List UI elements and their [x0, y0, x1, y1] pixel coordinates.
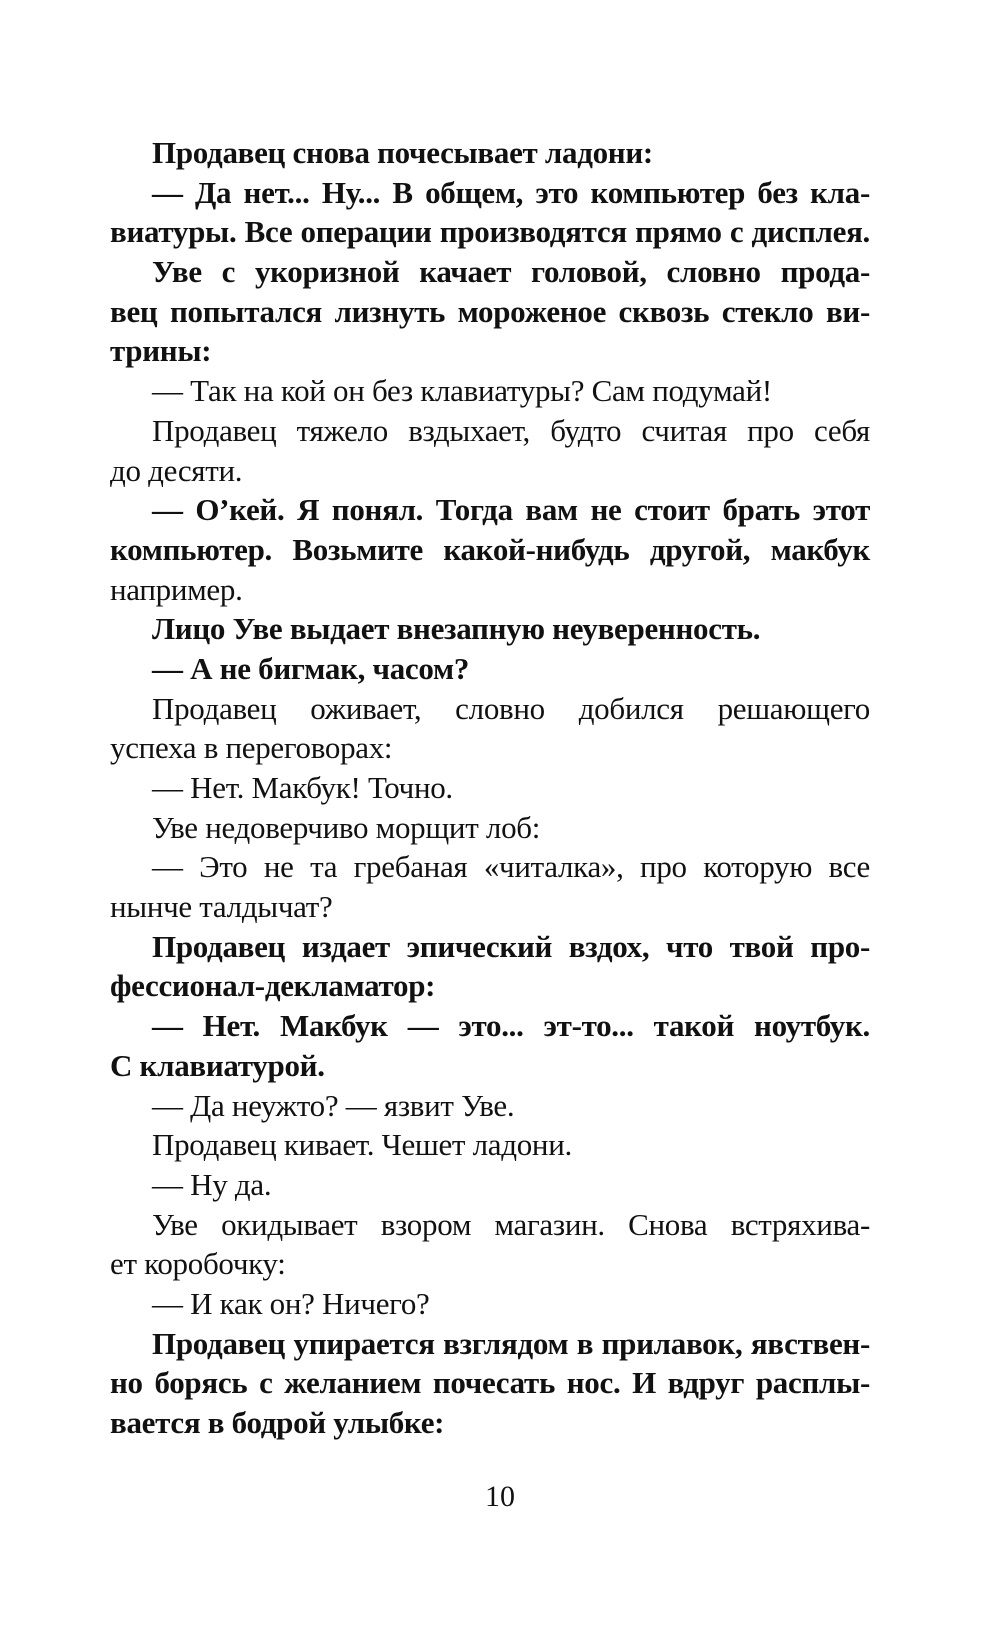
page-number: 10 — [485, 1480, 515, 1513]
text-line: Продавец снова почесывает ладони: — [152, 135, 653, 170]
text-line: С клавиатурой. — [110, 1047, 325, 1083]
text-line: — Нет. Макбук — это... эт-то... такой ноутбук. — [152, 1008, 870, 1044]
text-line: Продавец оживает, словно добился решающего — [152, 690, 870, 726]
body-text — [110, 133, 870, 1443]
text-line: — Да неужто? — язвит Уве. — [152, 1087, 515, 1123]
text-line: ет коробочку: — [110, 1246, 286, 1282]
text-line: виатуры. Все операции производятся прямо с дисплея. — [110, 214, 870, 250]
text-line: — Да нет... Ну... В общем, это компьютер без кла- — [152, 174, 870, 210]
text-line: вается в бодрой улыбке: — [110, 1405, 445, 1440]
text-line: например. — [110, 571, 243, 607]
text-line: Лицо Уве выдает внезапную неуверенность. — [152, 611, 761, 647]
text-line: трины: — [110, 333, 212, 369]
text-line: фессионал-декламатор: — [110, 968, 436, 1004]
text-line: до десяти. — [110, 452, 243, 488]
text-line: нынче талдычат? — [110, 889, 333, 925]
text-line: Уве окидывает взором магазин. Снова встряхива- — [152, 1206, 870, 1242]
text-line: Уве с укоризной качает головой, словно прода- — [152, 254, 870, 290]
text-line: Продавец издает эпический вздох, что твой про- — [152, 928, 870, 964]
text-line: но борясь с желанием почесать нос. И вдруг расплы- — [110, 1365, 870, 1401]
text-line: — И как он? Ничего? — [152, 1285, 430, 1321]
text-line: Продавец кивает. Чешет ладони. — [152, 1127, 572, 1163]
text-line: Продавец тяжело вздыхает, будто считая про себя — [152, 412, 870, 448]
text-line: Продавец упирается взглядом в прилавок, явствен- — [152, 1325, 870, 1361]
text-line: — Это не та гребаная «читалка», про которую все — [152, 849, 870, 885]
text-line: — Так на кой он без клавиатуры? Сам подумай! — [152, 373, 772, 409]
text-line: вец попытался лизнуть мороженое сквозь стекло ви- — [110, 293, 870, 329]
text-line: — Нет. Макбук! Точно. — [152, 770, 453, 805]
text-line: успеха в переговорах: — [110, 730, 393, 766]
text-line: — А не бигмак, часом? — [152, 650, 470, 686]
text-line: Уве недоверчиво морщит лоб: — [152, 809, 541, 845]
text-line: компьютер. Возьмите какой-нибудь другой, макбук — [110, 531, 870, 567]
text-line: — Ну да. — [152, 1166, 272, 1202]
text-line: — О’кей. Я понял. Тогда вам не стоит брать этот — [152, 492, 870, 528]
